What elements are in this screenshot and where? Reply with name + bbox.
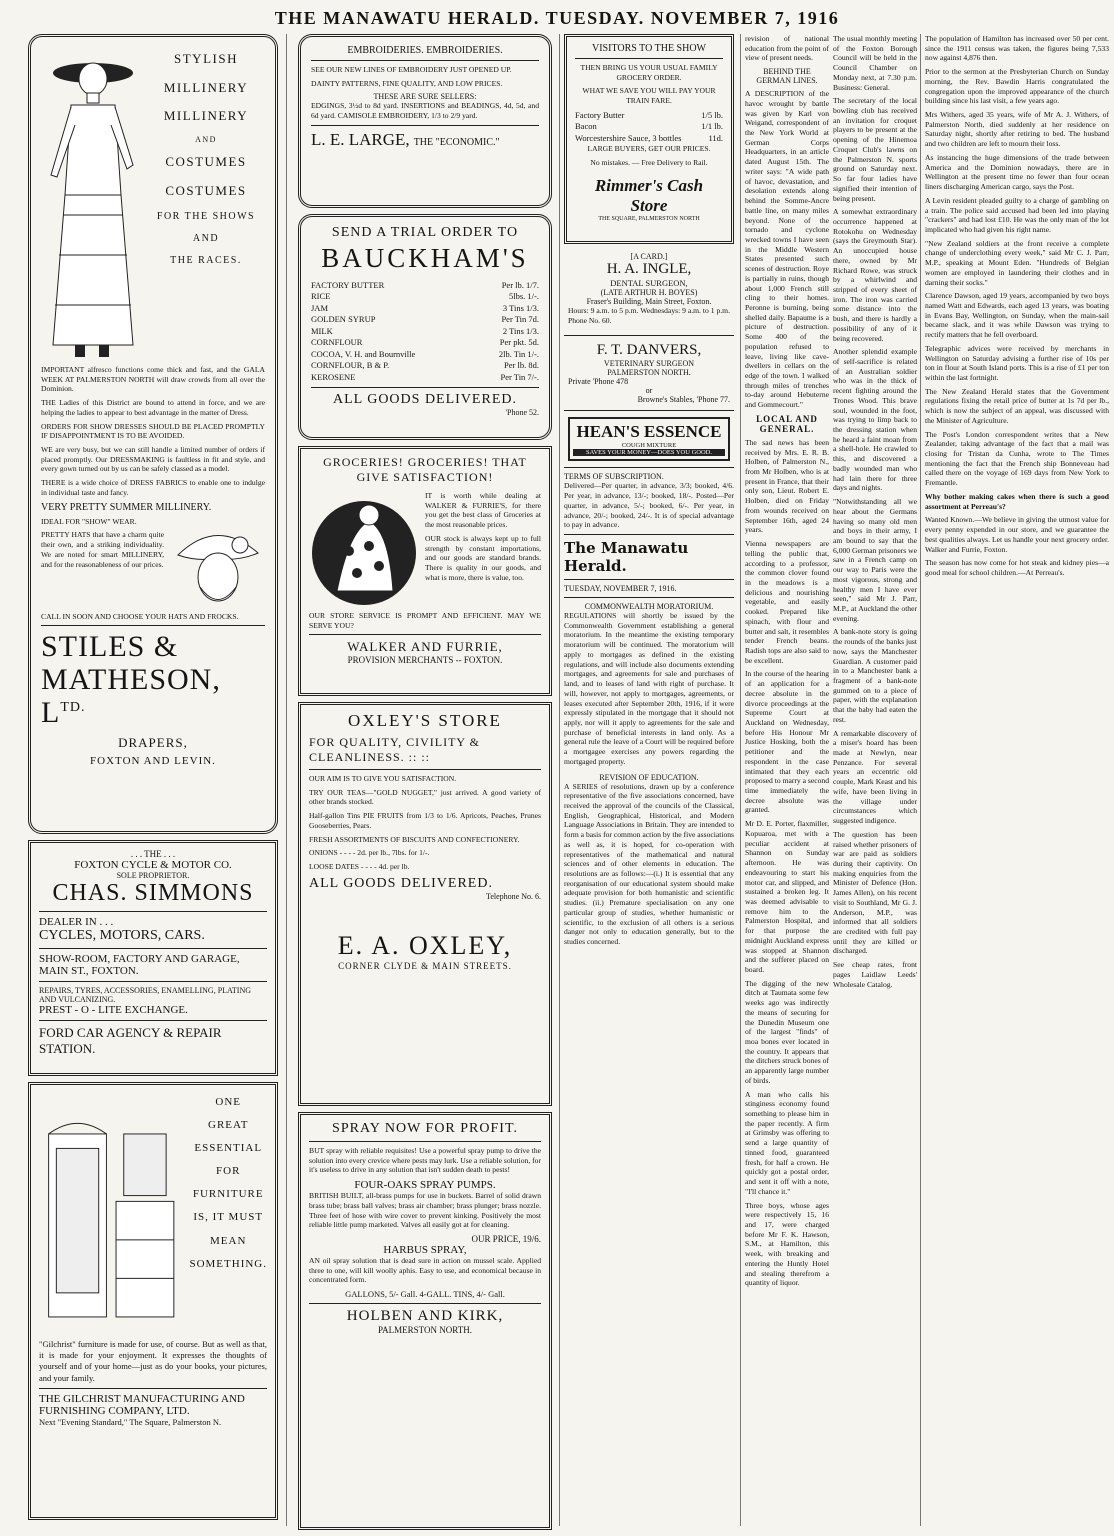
send-trial-order: SEND A TRIAL ORDER TO (331, 225, 519, 240)
call-in-soon: CALL IN SOON AND CHOOSE YOUR HATS AND FROCKS. (41, 611, 239, 621)
column-6-paragraph: The population of Hamilton has increased over 50 per cent. since the 1911 census was taken, the figures being 7,533 now against 4,876 then. (925, 34, 1109, 63)
hat-woman-illustration (170, 517, 265, 612)
millinery-paragraph: IMPORTANT alfresco functions come thick and fast, and the GALA WEEK AT PALMERSTON NORTH will draw crowds from all over the Dominion. (41, 365, 265, 394)
price-row (311, 291, 539, 302)
oxley-address: CORNER CLYDE & MAIN STREETS. (338, 960, 512, 971)
local-paragraph: The digging of the new ditch at Taumata some few weeks ago was indirectly the means of securing for the Dunedin Museum one of the largest "finds" of moa bones ever located in the country. It appears that the ditchers struck bones of an apparently large number of birds. (745, 978, 829, 1085)
store-service: OUR STORE SERVICE IS PROMPT AND EFFICIENT. MAY WE SERVE YOU? (309, 611, 541, 630)
millinery-ad (28, 34, 278, 834)
millinery-paragraph: THERE is a wide choice of DRESS FABRICS to enable one to indulge in individual taste and fancy. (41, 478, 265, 497)
holben-kirk-ad (298, 1112, 552, 1530)
economic-label: THE "ECONOMIC." (413, 136, 500, 148)
spray-paragraph: BUT spray with reliable requisites! Use a powerful spray pump to drive the solution into every crevice where pests may lurk. Use a reliable solution, for it's useless to drive in any solution that isn't sudden death to pests! (309, 1146, 541, 1175)
millinery-line: FOR THE SHOWS AND (156, 210, 256, 244)
showroom-address: SHOW-ROOM, FACTORY AND GARAGE, MAIN ST., FOXTON. (39, 953, 240, 977)
holben-name: HOLBEN AND KIRK, (346, 1308, 504, 1325)
firm-suffix: TD. (60, 700, 86, 716)
oxley-store-name: OXLEY'S STORE (348, 711, 502, 730)
column-5-paragraph: "Notwithstanding all we hear about the Germans having so many old men and boys in their army, I am bound to say that the 6,000 German prisoners we saw in a French camp on our way to Paris were the most vigorous, strong and healthy men I have ever seen," said Mr J. Parr, M.P., at Auckland the other evening. (833, 497, 917, 623)
harbus-head: HARBUS SPRAY, (383, 1244, 467, 1257)
revision-head: REVISION OF EDUCATION. (599, 772, 699, 782)
millinery-line: AND (195, 134, 217, 144)
four-oaks-head: FOUR-OAKS SPRAY PUMPS. (354, 1179, 496, 1192)
paper-date: TUESDAY, NOVEMBER 7, 1916. (564, 584, 677, 594)
oxley-telephone: Telephone No. 6. (486, 891, 541, 901)
large-embroidery-ad (298, 34, 552, 208)
ideal-show-wear: IDEAL FOR "SHOW" WEAR. (41, 516, 137, 526)
furniture-word: ONE (215, 1096, 242, 1108)
column-2 (298, 34, 552, 1536)
item-name: FACTORY BUTTER (311, 280, 385, 290)
column-6-paragraph: Wanted Known.—We believe in giving the utmost value for every penny expended in our store, and we guarantee the best qualities always. Let us handle your next grocery order. Walker and Furrie, Foxton. (925, 515, 1109, 554)
local-paragraph: Mr D. E. Porter, flaxmiller, Kopuaroa, met with a peculiar accident at Shannon on Sunday afternoon. He was endeavouring to start his motor car, and slipped, and sustained a broken leg. It was deemed advisable to remove him to the Palmerston Hospital, and for that purpose the midnight Auckland express was stopped at Shannon and the sufferer placed on board. (745, 819, 829, 974)
millinery-paragraph: THE Ladies of this District are bound to attend in force, and we are helping the ladies to appear to best advantage in the matter of Dress. (41, 398, 265, 417)
oxley-delivered: ALL GOODS DELIVERED. (309, 875, 493, 891)
column-5 (833, 34, 917, 993)
oxley-aim: OUR AIM IS TO GIVE YOU SATISFACTION. (309, 774, 457, 783)
groceries-head: GROCERIES! GROCERIES! THAT GIVE SATISFACTION! (323, 455, 527, 484)
oxley-dates: LOOSE DATES - - - - 4d. per lb. (309, 862, 410, 872)
masthead: THE MANAWATU HERALD. TUESDAY. NOVEMBER 7, 1916 (274, 8, 840, 28)
prest-o-lite: PREST - O - LITE EXCHANGE. (39, 1004, 188, 1016)
ingle-late: (LATE ARTHUR H. BOYES) (600, 288, 698, 297)
danvers-city: PALMERSTON NORTH. (607, 368, 691, 378)
gilchrist-address: Next "Evening Standard," The Square, Palmerston N. (39, 1416, 222, 1427)
holben-city: PALMERSTON NORTH. (378, 1325, 472, 1336)
rimmers-logo: Rimmer's Cash Store (594, 175, 704, 215)
furniture-word: MEAN (210, 1234, 247, 1247)
oxley-tea: TRY OUR TEAS—"GOLD NUGGET," just arrived. A good variety of other brands stocked. (309, 787, 541, 807)
price-row (311, 360, 539, 371)
german-lines-head: BEHIND THE GERMAN LINES. (756, 67, 818, 86)
large-name: L. E. LARGE, (311, 129, 410, 149)
price-row (311, 372, 539, 383)
danvers-or: or (645, 386, 653, 396)
price-row (311, 280, 539, 291)
furniture-word: FOR (216, 1165, 241, 1178)
oxley-store-ad (298, 702, 552, 1106)
spray-head: SPRAY NOW FOR PROFIT. (332, 1121, 518, 1136)
item-price: 2 Tins 1/3. (502, 325, 539, 336)
item-name: KEROSENE (311, 371, 356, 382)
column-6-paragraph: As instancing the huge dimensions of the trade between America and the Dominion nowadays, there are in Wellington at the present time no fewer than four ocean liners discharging American cargo, says the Post. (925, 152, 1109, 192)
sole-proprietor: SOLE PROPRIETOR. (116, 871, 190, 880)
column-6-paragraph: Prior to the sermon at the Presbyterian Church on Sunday morning, the Rev. Bawdin Harris congratulated the congregation upon the improved appearance of the church building since his last visit, a few years ago. (925, 67, 1109, 106)
german-lines-paragraph: A DESCRIPTION of the havoc wrought by battle was given by Karl von Weigand, correspondent of the New York World at German Corps Headquarters, in an article dated August 15th. The writer says: "A wide path of havoc, devastation, and desolation extends along behind the Somme-Ancre battle line, on many miles beyond. None of the tornado and cyclone wrecked towns I have seen in the Middle Western States presented such scenes of destruction. Roye is partially in ruins, though about 1,000 French still cling to their homes. Peronne is burning, being shelled daily. Bapaume is a picture of destruction. Some 400 of the population refused to leave, living like cave-dwellers in cellars on the edge of the town. I walked through miles of trenches to-day around Hebuterne and Gommecourt." (745, 89, 829, 410)
column-6-paragraph: The season has now come for hot steak and kidney pies—a good meal for school children.—At Perreau's. (925, 558, 1109, 577)
item-name: Worcestershire Sauce, 3 bottles (575, 132, 682, 143)
spray-paragraph: AN oil spray solution that is dead sure in action on mussel scale. Applied three to one, will kill woolly aphis. Easy to use, and economical because in concentrated form. (309, 1256, 541, 1285)
card-label: [A CARD.] (630, 252, 668, 261)
column-6-paragraph: The New Zealand Herald states that the Government regulations fixing the retail price of butter at 1s 7d per lb., which is now the subject of an appeal, was discussed with the Minister of Agriculture. (925, 386, 1109, 425)
item-name: CORNFLOUR (311, 337, 363, 348)
furniture-word: SOMETHING. (189, 1257, 267, 1270)
column-1 (28, 34, 278, 1526)
summer-millinery: VERY PRETTY SUMMER MILLINERY. (41, 501, 212, 513)
item-name: GOLDEN SYRUP (311, 314, 376, 325)
column-4 (745, 34, 829, 1292)
walker-paragraph: IT is worth while dealing at WALKER & FURRIE'S, for there you get the best class of Groceries at the most reasonable prices. (425, 491, 541, 530)
oxley-fresh: FRESH ASSORTMENTS OF BISCUITS AND CONFECTIONERY. (309, 834, 520, 844)
column-6-paragraph: Clarence Dawson, aged 19 years, accompanied by two boys named Watt and Edwards, each aged 13 years, was boating in Evans Bay, Wellington, on Sunday, when the main-sail became slack, and it was while Dawson was trying to rectify matters that he fell overboard. (925, 291, 1109, 340)
walker-sub: PROVISION MERCHANTS -- FOXTON. (347, 655, 503, 666)
millinery-paragraph: ORDERS FOR SHOW DRESSES SHOULD BE PLACED PROMPTLY IF DISAPPOINTMENT IS TO BE AVOIDED. (41, 421, 265, 441)
phone-number: 'Phone 52. (505, 408, 539, 418)
oxley-onions: ONIONS - - - - 2d. per lb., 7lbs. for 1/-. (309, 848, 430, 858)
no-mistakes: No mistakes. — Free Delivery to Rail. (590, 158, 708, 167)
item-name: CORNFLOUR, B & P. (311, 360, 390, 371)
dotted-costume-illustration (309, 491, 419, 611)
local-paragraph: The sad news has been received by Mrs. E. R. B. Holben, of Palmerston N., from Mr Holben, who is at present in France, that their only son, Lieut. Robert E. Holben, died on Friday from wounds received on September 16th, aged 24 years. (745, 437, 829, 535)
embroidery-prices: EDGINGS, 3½d to 8d yard. INSERTIONS and BEADINGS, 4d, 5d, and 6d yard. CAMISOLE EMBROIDERY, 1/3 to 2/9 yard. (311, 101, 539, 121)
ford-agency: FORD CAR AGENCY & REPAIR STATION. (39, 1025, 222, 1056)
ingle-building: Fraser's Building, Main Street, Foxton. (586, 297, 712, 306)
millinery-line: MILLINERY (163, 108, 249, 124)
ingle-title: DENTAL SURGEON, (610, 278, 688, 288)
cycle-company-name: FOXTON CYCLE & MOTOR CO. (74, 859, 232, 871)
cycle-motor-ad (28, 840, 278, 1076)
walker-furrie-ad (298, 446, 552, 696)
price-list (311, 280, 539, 383)
column-6-paragraph: "New Zealand soldiers at the front receive a complete change of underclothing every week," said Mr C. J. Parr, M.P., speaking at Mount Eden. "Hundreds of Belgian women are employed in laundering their clothes and in darning their socks." (925, 238, 1109, 287)
column-3 (564, 34, 734, 951)
gallons-price: GALLONS, 5/- Gall. 4-GALL. TINS, 4/- Gall. (345, 1289, 505, 1300)
heans-essence-ad (568, 417, 730, 461)
embroideries-head: EMBROIDERIES. EMBROIDERIES. (347, 45, 503, 56)
furniture-word: ESSENTIAL (194, 1142, 263, 1155)
item-price: 3 Tins 1/3. (502, 302, 539, 313)
lady-figure-illustration (41, 45, 141, 365)
millinery-line: THE RACES. (170, 254, 242, 266)
item-price: Per lb. 8d. (504, 360, 539, 371)
item-name: RICE (311, 291, 331, 302)
item-name: JAM (311, 302, 329, 313)
walker-name: WALKER AND FURRIE, (347, 639, 503, 655)
item-price: Per Tin 7d. (501, 314, 539, 325)
embroidery-paragraph: DAINTY PATTERNS, FINE QUALITY, AND LOW PRICES. (311, 78, 503, 88)
price-row (575, 133, 723, 144)
column-rule (920, 34, 921, 1526)
rimmers-ad (564, 34, 734, 244)
firm-location: FOXTON AND LEVIN. (90, 755, 216, 768)
column-5-paragraph: A remarkable discovery of a miser's hoard has been made at Newlyn, near Penzance. For several years an eccentric old couple, Mark Keast and his wife, have been living in the village under circumstances which suggested indigence. (833, 728, 917, 826)
revision-paragraph: A SERIES of resolutions, drawn up by a conference representative of the five associations concerned, have received the approval of the councils of the Classical, English, Geographical, Historical, and Modern Language Associations in Britain. They are intended to form a basis for common action by the five associations as well as, it is hoped, for co-operation with representatives of the mathematical and natural sciences and of other elements in education. The resolutions are as follows:—(i.) It is essential that any reorganisation of our educational system should make adequate provision for both humanistic and scientific studies. (ii.) Premature specialisation on any one particular group of studies, whether humanistic or scientific, to the exclusion of all others is a serious danger not only to education generally, but to the studies concerned. (564, 781, 734, 947)
visitor-price-list (575, 110, 723, 144)
item-price: 1/1 lb. (701, 121, 723, 132)
millinery-line: COSTUMES (165, 154, 247, 170)
column-6-paragraph: Telegraphic advices were received by merchants in Wellington on Saturday advising a further rise of 10s per ton in flour at South Island ports. This is a rise of £1 per ton within the last fortnight. (925, 343, 1109, 382)
column-5-paragraph: A somewhat extraordinary occurrence happened at Rotokohu on Wednesday (says the Greymouth Star). An unoccupied house there, owned by Mr Richard Rowe, was struck by a whirlwind and stripped of every sheet of iron. The iron was carried some distance into the bush, and there is hardly a possibility of any of it being recovered. (833, 207, 917, 343)
item-price: 1/5 lb. (701, 109, 723, 120)
stiles-matheson-name (41, 630, 265, 729)
local-paragraph: In the course of the hearing of an application for a decree absolute in the divorce proceedings at the Supreme Court at Auckland on Wednesday, before His Honour Mr Justice Hosking, both the petitioner and the respondent in the case intimated that they each proposed to marry a second time immediately the decree absolute was granted. (745, 669, 829, 815)
millinery-line: MILLINERY (163, 79, 249, 95)
price-row (311, 314, 539, 325)
oxley-pie: Half-gallon Tins PIE FRUITS from 1/3 to 1/6. Apricots, Peaches, Prunes Gooseberries, Pears. (309, 811, 541, 830)
column-5-paragraph: The question has been raised whether prisoners of war are paid as soldiers during their captivity. On making enquiries from the Minister of Defence (Hon. James Allen), on his recent visit to Southland, Mr G. J. Anderson, M.P., was informed that all soldiers are credited with full pay until they are killed or discharged. (833, 829, 917, 956)
repairs-services: REPAIRS, TYRES, ACCESSORIES, ENAMELLING, PLATING AND VULCANIZING. (39, 986, 252, 1004)
paper-title: The Manawatu Herald. (564, 539, 689, 576)
visitors-line: THEN BRING US YOUR USUAL FAMILY GROCERY ORDER. (580, 63, 718, 82)
revision-continued: revision of national education from the point of view of present needs. (745, 34, 829, 63)
column-5-paragraph: A bank-note story is going the rounds of the banks just now, says the Manchester Guardian. A customer paid in to a Manchester bank a fragment of a bank-note gummed on to a piece of paper, with the explanation that the baby had eaten the rest. (833, 627, 917, 724)
column-6 (925, 34, 1109, 582)
wardrobe-illustration (39, 1091, 183, 1331)
price-row (311, 326, 539, 337)
cycles-motors-cars: CYCLES, MOTORS, CARS. (39, 928, 205, 943)
price-row (311, 303, 539, 314)
column-6-paragraph: A Levin resident pleaded guilty to a charge of gambling on a train. The police said accused had been led into playing "crackers" and had lost £10. He was the only man of the lot implicated who had given his right name. (925, 195, 1109, 234)
price-row (575, 121, 723, 132)
oxley-tagline: FOR QUALITY, CIVILITY & CLEANLINESS. :: :: (309, 735, 480, 764)
item-price: Per Tin 7/-. (500, 371, 539, 382)
millinery-line: STYLISH (174, 51, 238, 66)
item-name: MILK (311, 325, 333, 336)
item-price: Per pkt. 5d. (499, 337, 539, 348)
heans-cough: COUGH MIXTURE (621, 442, 677, 450)
local-paragraph: Vienna newspapers are telling the public that, according to a professor, the common clover found in the meadows is a delicious and nourishing vegetable, and easily cooked. Prepared like spinach, with flour and butter and salt, it resembles tender French beans. Radish tops are also said to be excellent. (745, 539, 829, 665)
ingle-card (564, 250, 734, 331)
terms-paragraph: Delivered—Per quarter, in advance, 3/3; booked, 4/6. Per year, in advance, 13/-; booked, 18/-. Posted—Per quarter, in advance, 5/-; booked, 6/-. Per year, in advance, 20/-; booked, 24/-. It is of special advantage to pay in advance. (564, 481, 734, 530)
ingle-name: H. A. INGLE, (606, 261, 692, 277)
column-6-paragraph: Why bother making cakes when there is such a good assortment at Perreau's? (925, 491, 1109, 511)
column-6-paragraph: Mrs Withers, aged 35 years, wife of Mr A. J. Withers, of Palmerston North, died suddenly at her residence on Saturday night, shortly after retiring to bed. The husband and two children are left to mourn their loss. (925, 110, 1109, 149)
item-name: Bacon (575, 121, 597, 132)
visitors-head: VISITORS TO THE SHOW (592, 43, 706, 54)
item-name: Factory Butter (575, 109, 625, 120)
gilchrist-company: THE GILCHRIST MANUFACTURING AND FURNISHING COMPANY, LTD. (39, 1392, 245, 1417)
furniture-word: IS, IT MUST (193, 1211, 264, 1224)
all-goods-delivered: ALL GOODS DELIVERED. (333, 392, 517, 408)
firm-name-line: MATHESON, L (41, 663, 221, 730)
local-paragraph: A man who calls his stinginess economy found something to please him in the paper recently. A firm at Grimsby was offering to send a large quantity of tinned food, guaranteed fresh, for half a crown. He quickly got a postal order, and sent it off with a note, "I'll chance it." (745, 1089, 829, 1196)
price-row (311, 349, 539, 360)
gilchrist-paragraph: "Gilchrist" furniture is made for use, of course. But as well as that, it is made for your enjoyment. It expresses the thoughts of yourself and of your home—just as do your books, your pictures, and your family. (39, 1339, 267, 1383)
sure-sellers: THESE ARE SURE SELLERS: (373, 92, 477, 102)
drapers-label: DRAPERS, (118, 735, 188, 751)
item-price: Per lb. 1/7. (501, 280, 539, 290)
millinery-paragraph: WE are very busy, but we can still handle a limited number of orders if placed promptly. Our DRESSMAKING is faultless in fit and style, and every gown turned out by us can be safely classed as a model. (41, 445, 265, 474)
embroidery-paragraph: SEE OUR NEW LINES OF EMBROIDERY JUST OPENED UP. (311, 65, 512, 74)
item-name: COCOA, V. H. and Bournville (311, 348, 416, 359)
danvers-title: VETERINARY SURGEON (603, 359, 695, 369)
proprietor-name: CHAS. SIMMONS (52, 880, 254, 906)
item-price: 5lbs. 1/-. (509, 291, 539, 302)
gilchrist-furniture-ad (28, 1082, 278, 1520)
millinery-line: COSTUMES (165, 182, 247, 198)
column-6-paragraph: The Post's London correspondent writes that a New Zealander, taking advantage of the fact that a mail was closing for Tristan da Cunha, wrote to The Times mentioning the fact that the French ship Bonneveau had called there on the voyage of 169 days from New York to Fremantle. (925, 429, 1109, 488)
local-general-head: LOCAL AND GENERAL. (756, 413, 818, 434)
danvers-card (564, 340, 734, 406)
column-5-paragraph: Another splendid example of self-sacrifice is related of an Australian soldier who was in the thick of recent fighting around the Trones Wood. This brave soul, wounded in the foot, was trying to limp back to the dressing station when he heard a faint moan from a shell-hole. He crawled to this, and discovered a badly wounded man who had lain there for three days and nights. (833, 347, 917, 493)
bauckham-ad (298, 214, 552, 440)
column-rule (286, 34, 287, 1526)
furniture-word: GREAT (208, 1119, 249, 1132)
walker-paragraph: OUR stock is always kept up to full strength by constant importations, and our goods are standard brands. There is quality in our goods, and what is more, there is value, too. (425, 533, 541, 582)
large-buyers: LARGE BUYERS, GET OUR PRICES. (587, 144, 711, 154)
column-5-paragraph: See cheap rates, front pages Laidlaw Leeds' Wholesale Catalog. (833, 960, 917, 989)
danvers-name: F. T. DANVERS, (596, 342, 702, 359)
commonwealth-head: COMMONWEALTH MORATORIUM. (584, 602, 714, 612)
danvers-stables: Browne's Stables, 'Phone 77. (637, 395, 730, 405)
heans-slogan: SAVES YOUR MONEY—DOES YOU GOOD. (573, 449, 725, 456)
terms-head: TERMS OF SUBSCRIPTION. (564, 472, 664, 482)
price-row (575, 110, 723, 121)
column-rule (740, 34, 741, 1526)
price-row (311, 337, 539, 348)
heans-name: HEAN'S ESSENCE (576, 422, 722, 442)
visitors-line: WHAT WE SAVE YOU WILL PAY YOUR TRAIN FARE. (582, 86, 716, 106)
item-price: 2lb. Tin 1/-. (498, 348, 539, 359)
rimmers-logo-sub: THE SQUARE, PALMERSTON NORTH (598, 215, 700, 222)
bauckham-name: BAUCKHAM'S (321, 243, 529, 273)
item-price: 11d. (708, 132, 723, 143)
pump-price: OUR PRICE, 19/6. (471, 1234, 541, 1245)
ingle-hours: Hours: 9 a.m. to 5 p.m. Wednesdays: 9 a.m. to 1 p.m. Phone No. 60. (568, 306, 730, 325)
column-5-paragraph: The secretary of the local bowling club has received an invitation for croquet players to be present at the opening of the Hinemoa Croquet Club's lawns on the Palmerston N. sports ground on Saturday next. So far four ladies have signified their intention of being present. (833, 96, 917, 203)
commonwealth-paragraph: REGULATIONS will shortly be issued by the Commonwealth Government establishing a general moratorium. In the meantime the existing temporary moratorium will be continued. The moratorium will apply to mortgages as defined in the existing regulations, and will include also documents extending mortgages, and agreements for sale and purchases of land, and to leases of land with right of purchase. It will, however, not apply to mortgages, agreements, or leases executed after September 20th, 1916, if it were expressly stipulated in the mortgage that it should not apply, nor will it apply to agreements for the sale and purchase of beneficial interests in land only. As a general rule the leave of a Court will be required before a mortgagee exercises any powers regarding the mortgaged property. (564, 611, 734, 766)
the-label: . . . THE . . . (130, 849, 176, 859)
local-paragraph: Three boys, whose ages were respectively 15, 16 and 17, were charged before Mr F. K. Hawson, S.M., at Hamilton, this week, with breaking and entering the Huntly Hotel and stealing therefrom a quantity of liquor. (745, 1200, 829, 1288)
firm-name-line: STILES & (41, 630, 179, 664)
pretty-hats: PRETTY HATS that have a charm quite their own, and a striking individuality. We are noted for smart MILLINERY, and for the reasonableness of our prices. (41, 530, 164, 569)
oxley-owner: E. A. OXLEY, (337, 930, 513, 960)
furniture-word: FURNITURE (192, 1188, 264, 1201)
column-rule (559, 34, 560, 1526)
danvers-phone: Private 'Phone 478 (568, 377, 629, 387)
column-5-paragraph: The usual monthly meeting of the Foxton Borough Council will be held in the Council Chamber on Monday next, at 7.30 p.m. Business: General. (833, 34, 917, 92)
spray-paragraph: BRITISH BUILT, all-brass pumps for use in buckets. Barrel of solid drawn brass tube; brass ball valves; brass air chamber; brass plunger; brass nozzle. Three feet of hose with wire cover to prevent kinking. Positively the most reliable little pump marketed. Valves all easily got at for cleaning. (309, 1191, 541, 1230)
dealer-in: DEALER IN . . . (39, 916, 114, 928)
